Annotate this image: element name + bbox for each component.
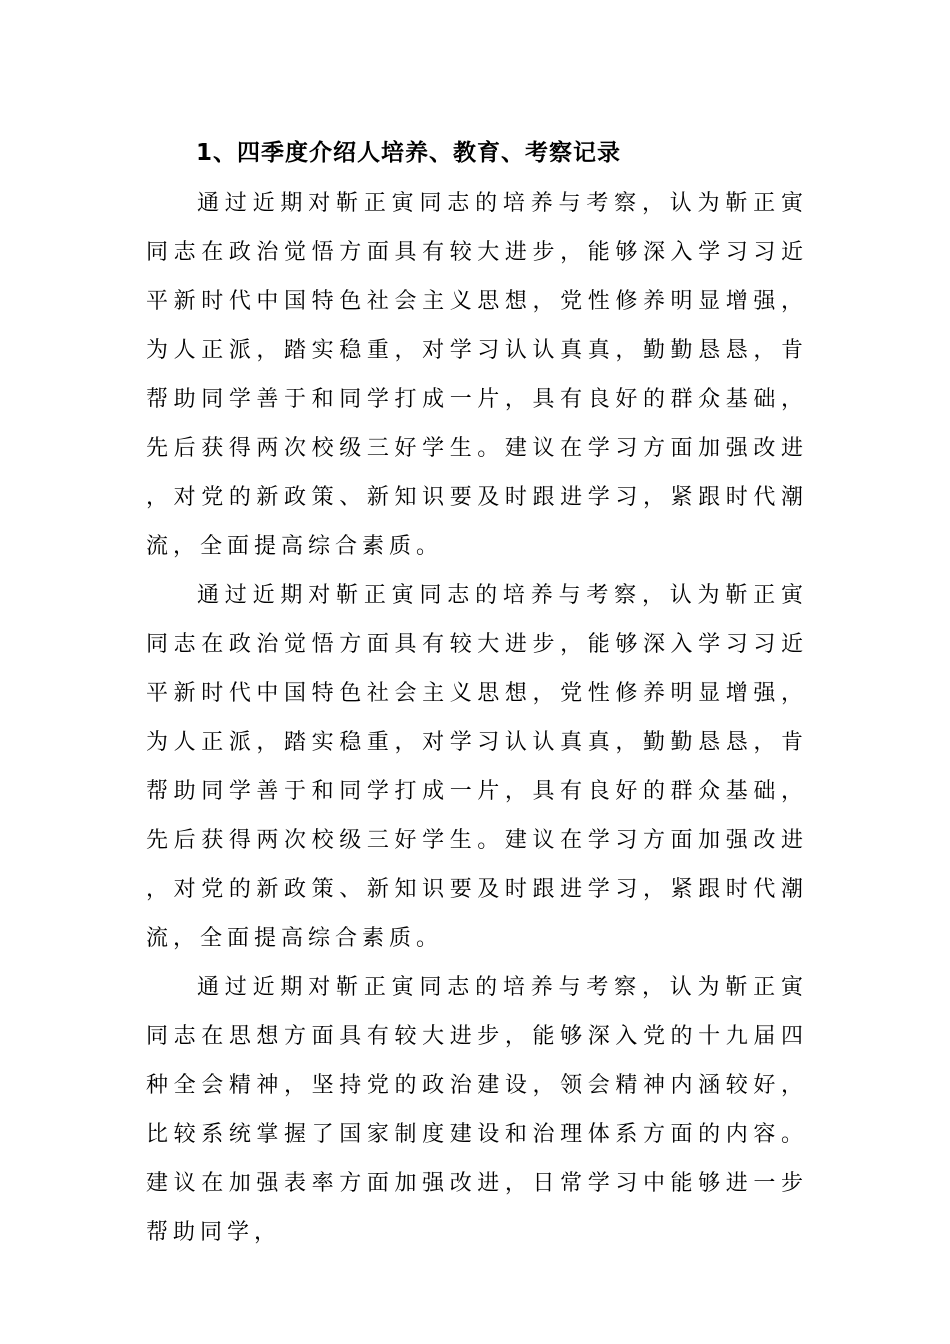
paragraph-1: 通过近期对靳正寅同志的培养与考察，认为靳正寅同志在政治觉悟方面具有较大进步，能够深入学习习近平新时代中国特色社会主义思想，党性修养明显增强，为人正派，踏实稳重，对学习认认真真，勤勤恳恳，肯帮助同学善于和同学打成一片，具有良好的群众基础，先后获得两次校级三好学生。建议在学习方面加强改进，对党的新政策、新知识要及时跟进学习，紧跟时代潮流，全面提高综合素质。: [146, 191, 808, 559]
document-body: [146, 132, 808, 1257]
paragraph-2: 通过近期对靳正寅同志的培养与考察，认为靳正寅同志在政治觉悟方面具有较大进步，能够深入学习习近平新时代中国特色社会主义思想，党性修养明显增强，为人正派，踏实稳重，对学习认认真真，勤勤恳恳，肯帮助同学善于和同学打成一片，具有良好的群众基础，先后获得两次校级三好学生。建议在学习方面加强改进，对党的新政策、新知识要及时跟进学习，紧跟时代潮流，全面提高综合素质。: [146, 583, 808, 951]
paragraph-3: 通过近期对靳正寅同志的培养与考察，认为靳正寅同志在思想方面具有较大进步，能够深入党的十九届四种全会精神，坚持党的政治建设，领会精神内涵较好，比较系统掌握了国家制度建设和治理体系方面的内容。建议在加强表率方面加强改进，日常学习中能够进一步帮助同学，: [146, 975, 808, 1245]
section-heading: 1、四季度介绍人培养、教育、考察记录: [196, 140, 622, 166]
